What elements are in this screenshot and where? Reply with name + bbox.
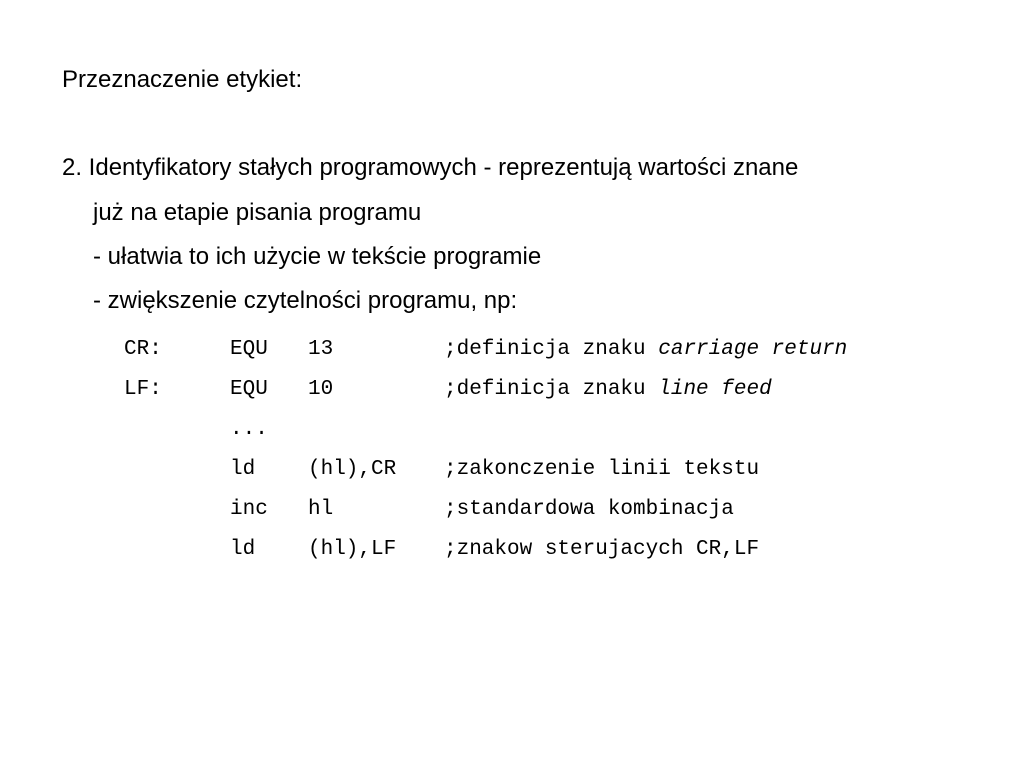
code-label [124,410,230,450]
code-arg: (hl),LF [308,538,397,561]
code-comment-text: ;znakow sterujacych CR,LF [444,538,760,561]
item-2-line-1: 2. Identyfikatory stałych programowych - reprezentują wartości znane [62,154,799,181]
bullet-2: - zwiększenie czytelności programu, np: [93,287,518,314]
code-comment [444,530,759,570]
code-line [124,530,847,570]
code-line [124,330,847,370]
code-listing [124,330,847,570]
code-arg [308,410,444,450]
code-comment-italic: carriage return [658,338,848,361]
slide-title: Przeznaczenie etykiet: [62,66,303,93]
code-comment-text: ;definicja znaku [444,338,659,361]
code-comment [444,330,847,370]
item-2-line-2: już na etapie pisania programu [93,199,422,226]
code-line [124,370,847,410]
code-arg: (hl),CR [308,458,397,481]
code-label: LF: [124,378,162,401]
code-op: ld [230,538,256,561]
code-op: inc [230,498,268,521]
code-op: ... [230,418,268,441]
code-line [124,490,847,530]
code-arg: 13 [308,338,334,361]
code-line [124,410,847,450]
code-op: EQU [230,378,268,401]
code-comment-italic: line feed [658,378,772,401]
code-comment-text: ;standardowa kombinacja [444,498,734,521]
code-label [124,490,230,530]
code-comment [444,370,772,410]
code-label [124,530,230,570]
code-label [124,450,230,490]
code-arg: 10 [308,378,334,401]
code-arg: hl [308,498,334,521]
code-op: ld [230,458,256,481]
code-comment-text: ;zakonczenie linii tekstu [444,458,760,481]
code-comment [444,450,759,490]
code-comment-text: ;definicja znaku [444,378,659,401]
code-label: CR: [124,338,162,361]
code-comment [444,490,734,530]
code-line [124,450,847,490]
bullet-1: - ułatwia to ich użycie w tekście programie [93,243,542,270]
code-op: EQU [230,338,268,361]
